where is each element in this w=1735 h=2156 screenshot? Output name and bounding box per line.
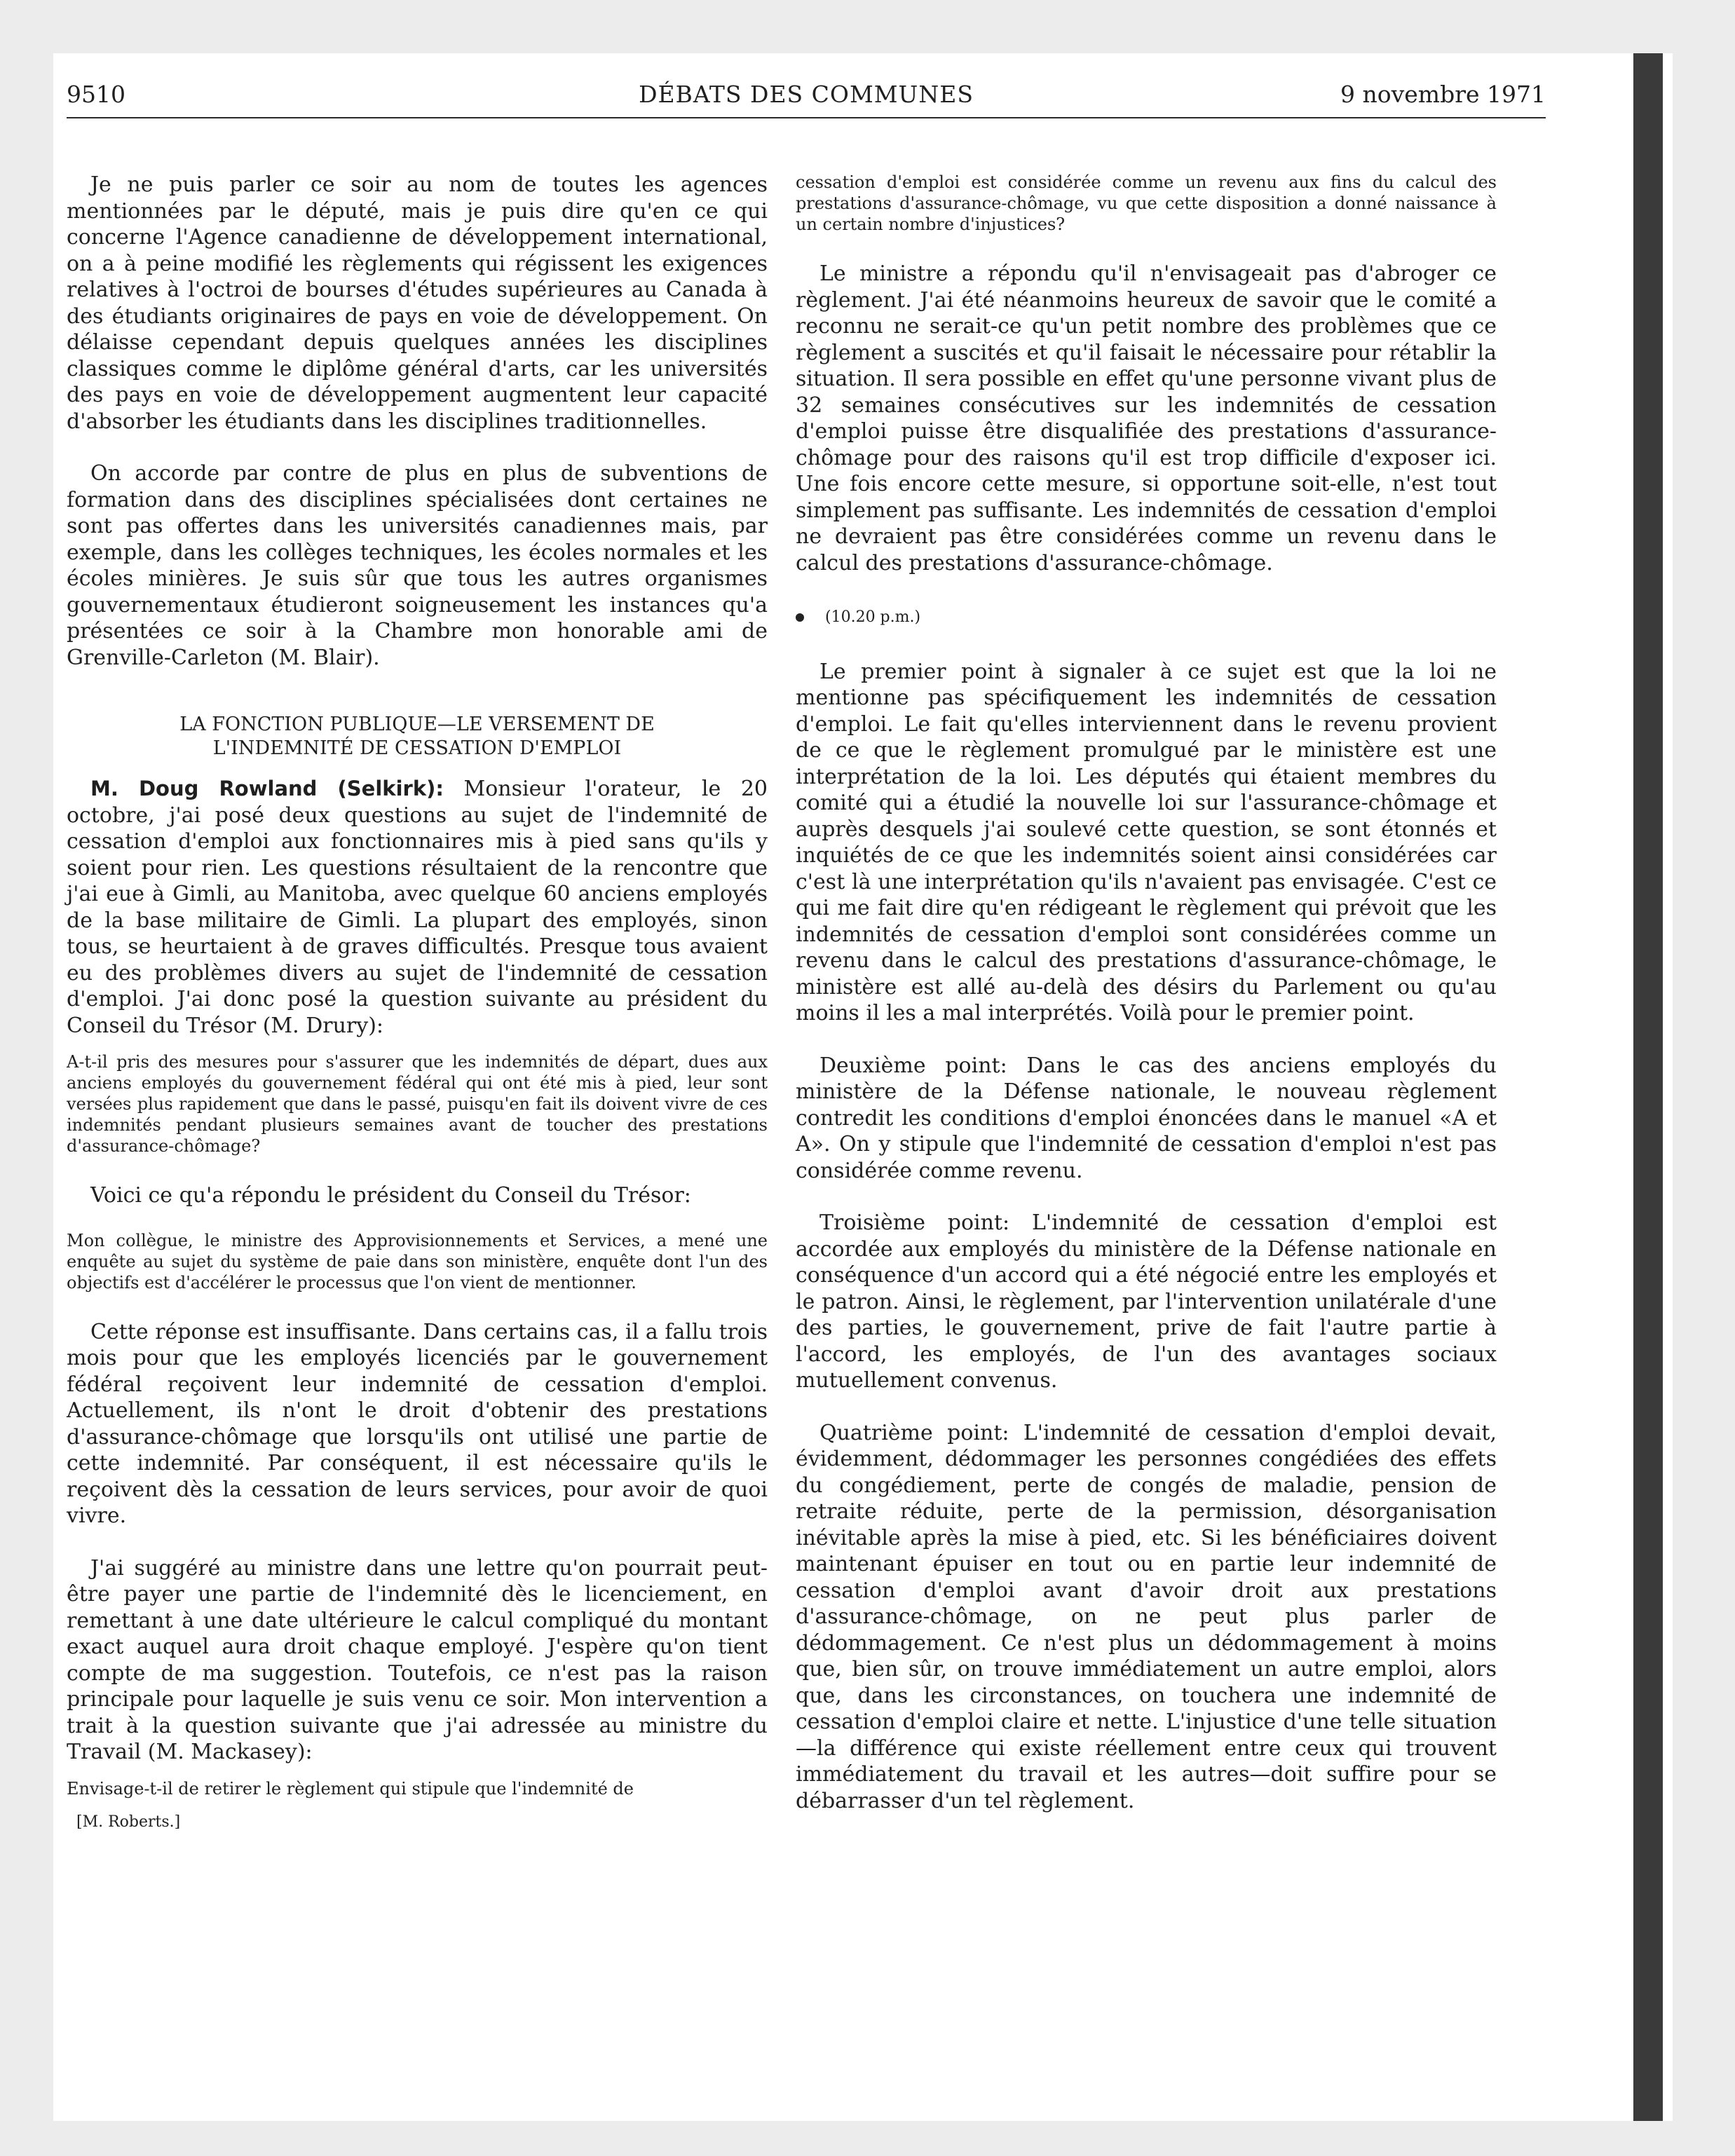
page-header	[67, 81, 1546, 118]
block-quote: Mon collègue, le ministre des Approvisionnements et Services, a mené une enquête au sujet du système de paie dans son ministère, enquête dont l'un des objectifs est d'accélérer le processus que l'on vient de mentionner.	[67, 1230, 768, 1292]
paragraph: Quatrième point: L'indemnité de cessation d'emploi devait, évidemment, dédommager les personnes congédiées des effets du congédiement, perte de congés de maladie, pension de retraite réduite, perte de la permission, désorganisation inévitable après la mise à pied, etc. Si les bénéficiaires doivent maintenant épuiser en tout ou en partie leur indemnité de cessation d'emploi avant d'avoir droit aux prestations d'assurance-chômage, on ne peut plus parler de dédommagement. Ce n'est plus un dédommagement à moins que, bien sûr, on trouve immédiatement un autre emploi, alors que, dans les circonstances, on touchera une indemnité de cessation d'emploi claire et nette. L'injustice d'une telle situation—la différence qui existe réellement entre ceux qui trouvent immédiatement du travail et les autres—doit suffire pour se débarrasser d'un tel règlement.	[796, 1420, 1497, 1813]
time-marker-text: (10.20 p.m.)	[825, 608, 921, 626]
page-date: 9 novembre 1971	[1340, 81, 1546, 108]
section-heading-line: LA FONCTION PUBLIQUE—LE VERSEMENT DE	[179, 714, 655, 735]
time-marker	[796, 604, 1497, 631]
block-quote: Envisage-t-il de retirer le règlement qui stipule que l'indemnité de	[67, 1778, 634, 1799]
paragraph: Troisième point: L'indemnité de cessation d'emploi est accordée aux employés du ministère de la Défense nationale en conséquence d'un accord qui a été négocié entre les employés et le patron. Ainsi, le règlement, par l'intervention unilatérale d'une des parties, le gouvernement, prive de fait l'autre partie à l'accord, les employés, de l'un des avantages sociaux mutuellement convenus.	[796, 1210, 1497, 1393]
paragraph: Cette réponse est insuffisante. Dans certains cas, il a fallu trois mois pour que les employés licenciés par le gouvernement fédéral reçoivent leur indemnité de cessation d'emploi. Actuellement, ils n'ont le droit d'obtenir des prestations d'assurance-chômage que lorsqu'ils ont utilisé une partie de cette indemnité. Par conséquent, il est nécessaire qu'ils le reçoivent dès la cessation de leurs services, pour avoir de quoi vivre.	[67, 1319, 768, 1528]
publication-title: DÉBATS DES COMMUNES	[639, 81, 974, 108]
paragraph: Le premier point à signaler à ce sujet est que la loi ne mentionne pas spécifiquement les indemnités de cessation d'emploi. Le fait qu'elles interviennent dans le revenu provient de ce que le règlement promulgué par le ministère est une interprétation de la loi. Les députés qui étaient membres du comité qui a étudié la nouvelle loi sur l'assurance-chômage et auprès desquels j'ai soulevé cette question, se sont étonnés et inquiétés de ce que les indemnités soient ainsi considérées car c'est là une interprétation qu'ils n'avaient pas envisagée. C'est ce qui me fait dire qu'en rédigeant le règlement qui prévoit que les indemnités de cessation d'emploi sont considérées comme un revenu dans le calcul des prestations d'assurance-chômage, le ministère est allé au-delà des désirs du Parlement ou qu'au moins il les a mal interprétés. Voilà pour le premier point.	[796, 659, 1497, 1025]
bullet-icon	[796, 613, 804, 622]
section-heading	[67, 713, 768, 760]
page-number: 9510	[67, 81, 125, 108]
paragraph: J'ai suggéré au ministre dans une lettre qu'on pourrait peut-être payer une partie de l'indemnité dès le licenciement, en remettant à une date ultérieure le calcul compliqué du montant exact auquel aura droit chaque employé. J'espère qu'on tient compte de ma suggestion. Toutefois, ce n'est pas la raison principale pour laquelle je suis venu ce soir. Mon intervention a trait à la question suivante que j'ai adressée au ministre du Travail (M. Mackasey):	[67, 1555, 768, 1764]
block-quote: A-t-il pris des mesures pour s'assurer que les indemnités de départ, dues aux anciens employés du gouvernement fédéral qui ont été mis à pied, leur sont versées plus rapidement que dans le passé, puisqu'en fait ils doivent vivre de ces indemnités pendant plusieurs semaines avant de toucher des prestations d'assurance-chômage?	[67, 1052, 768, 1156]
scan-edge-shadow	[1633, 53, 1663, 2121]
paragraph: On accorde par contre de plus en plus de subventions de formation dans des disciplines spécialisées dont certaines ne sont pas offertes dans les universités canadiennes mais, par exemple, dans les collèges techniques, les écoles normales et les écoles minières. Je suis sûr que tous les autres organismes gouvernementaux étudieront soigneusement les instances qu'a présentées ce soir à la Chambre mon honorable ami de Grenville-Carleton (M. Blair).	[67, 461, 768, 670]
section-heading-line: L'INDEMNITÉ DE CESSATION D'EMPLOI	[212, 737, 622, 759]
right-column	[796, 172, 1497, 1814]
paragraph: Le ministre a répondu qu'il n'envisageait pas d'abroger ce règlement. J'ai été néanmoins heureux de savoir que le comité a reconnu ne serait-ce qu'un petit nombre des problèmes que ce règlement a suscités et qu'il faisait le nécessaire pour rétablir la situation. Il sera possible en effet qu'une personne vivant plus de 32 semaines consécutives sur les indemnités de cessation d'emploi puisse être disqualifiée des prestations d'assurance-chômage pour des raisons qu'il est trop difficile d'exposer ici. Une fois encore cette mesure, si opportune soit-elle, n'est tout simplement pas suffisante. Les indemnités de cessation d'emploi ne devraient pas être considérées comme un revenu dans le calcul des prestations d'assurance-chômage.	[796, 261, 1497, 575]
block-quote-continued: cessation d'emploi est considérée comme un revenu aux fins du calcul des prestations d'assurance-chômage, vu que cette disposition a donné naissance à un certain nombre d'injustices?	[796, 172, 1497, 234]
speech-text: Monsieur l'orateur, le 20 octobre, j'ai posé deux questions au sujet de l'indemnité de cessation d'emploi aux fonctionnaires mis à pied sans qu'ils y soient pour rien. Les questions résultaient de la rencontre que j'ai eue à Gimli, au Manitoba, avec quelque 60 anciens employés de la base militaire de Gimli. La plupart des employés, sinon tous, se heurtaient à de graves difficultés. Presque tous avaient eu des problèmes divers au sujet de l'indemnité de cessation d'emploi. J'ai donc posé la question suivante au président du Conseil du Trésor (M. Drury):	[67, 777, 768, 1038]
page-footer-attribution: [M. Roberts.]	[76, 1813, 181, 1831]
left-column	[67, 172, 768, 1835]
speech-paragraph	[67, 776, 768, 1039]
paragraph: Je ne puis parler ce soir au nom de toutes les agences mentionnées par le député, mais je puis dire qu'en ce qui concerne l'Agence canadienne de développement international, on a à peine modifié les règlements qui régissent les exigences relatives à l'octroi de bourses d'études supérieures au Canada à des étudiants originaires de pays en voie de développement. On délaisse cependant depuis quelques années les disciplines classiques comme le diplôme général d'arts, car les universités des pays en voie de développement augmentent leur capacité d'absorber les étudiants dans les disciplines traditionnelles.	[67, 172, 768, 434]
speaker-name: M. Doug Rowland (Selkirk):	[90, 777, 444, 800]
paragraph: Deuxième point: Dans le cas des anciens employés du ministère de la Défense nationale, le nouveau règlement contredit les conditions d'emploi énoncées dans le manuel «A et A». On y stipule que l'indemnité de cessation d'emploi n'est pas considérée comme revenu.	[796, 1053, 1497, 1183]
paragraph: Voici ce qu'a répondu le président du Conseil du Trésor:	[90, 1183, 691, 1208]
